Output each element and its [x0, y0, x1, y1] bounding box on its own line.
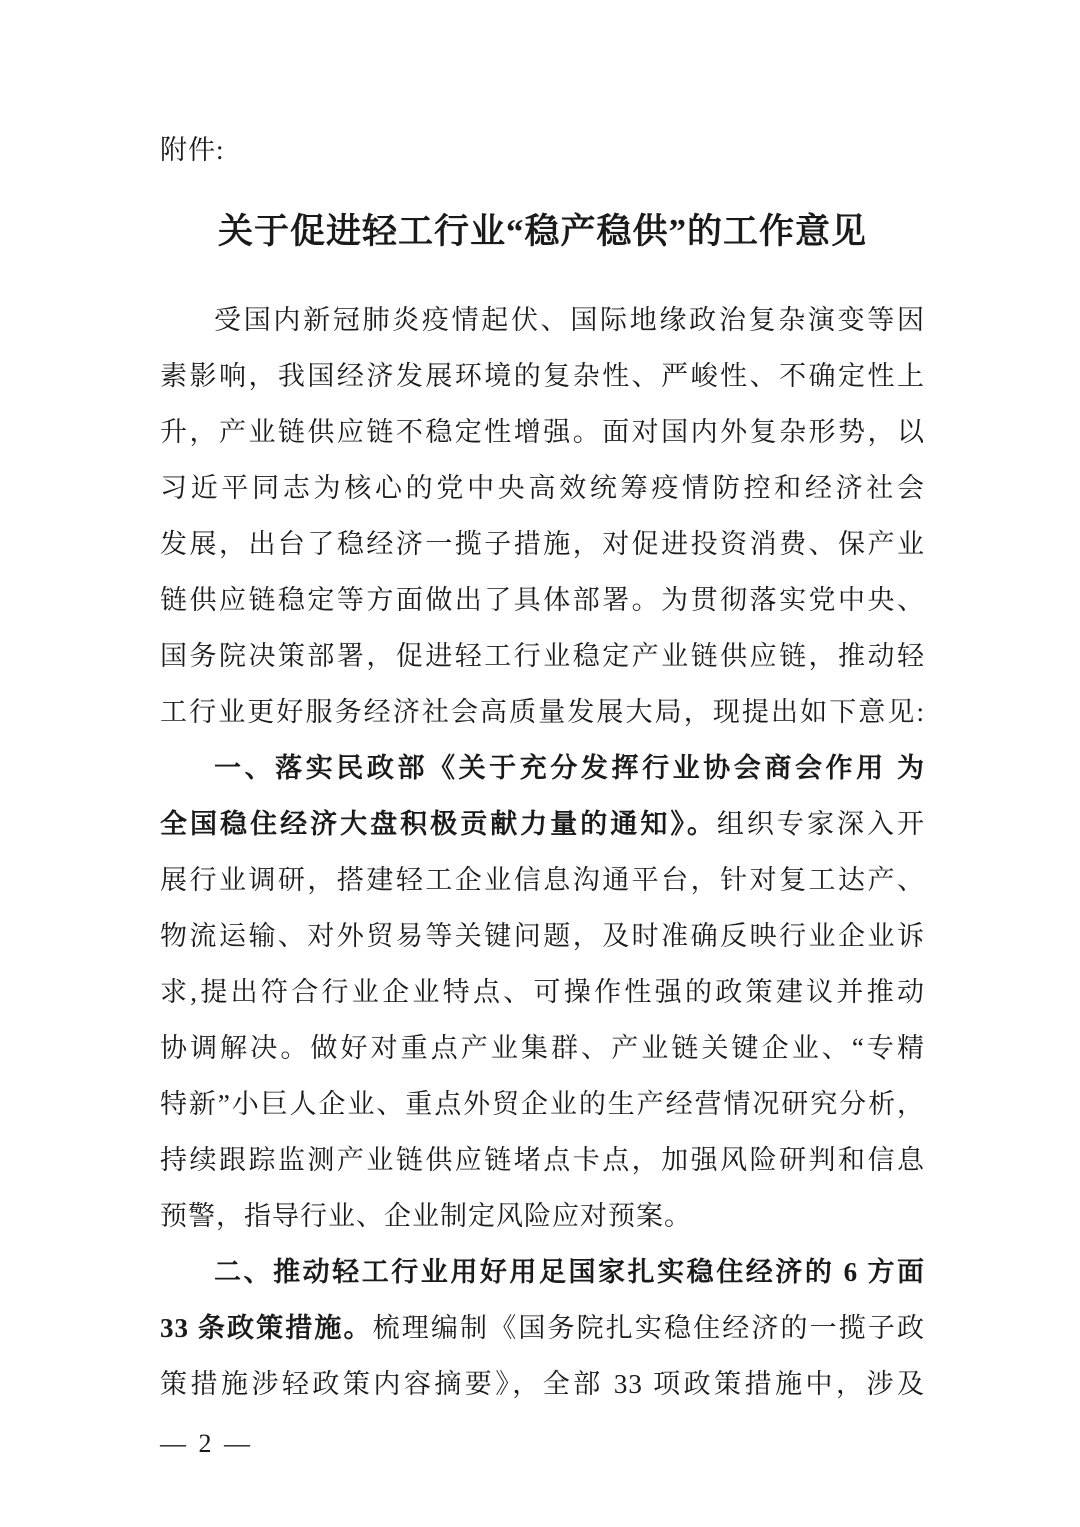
body-text: 素影响，我国经济发展环境的复杂性、严峻性、不确定性上 — [160, 361, 925, 391]
text-line — [160, 348, 925, 404]
body-text: 国务院决策部署，促进轻工行业稳定产业链供应链，推动轻 — [160, 641, 925, 671]
body-text: 受国内新冠肺炎疫情起伏、国际地缘政治复杂演变等因 — [214, 305, 925, 335]
text-line — [160, 1300, 925, 1356]
document-body — [160, 292, 925, 1412]
body-text: 展行业调研，搭建轻工企业信息沟通平台，针对复工达产、 — [160, 865, 925, 895]
text-line — [160, 908, 925, 964]
text-line — [160, 516, 925, 572]
body-text: 策措施涉轻政策内容摘要》，全部 33 项政策措施中，涉及 — [160, 1369, 925, 1399]
text-line — [160, 1132, 925, 1188]
text-line — [160, 1356, 925, 1412]
body-text: 组织专家深入开 — [716, 809, 925, 839]
text-line — [160, 1188, 925, 1244]
text-line — [160, 964, 925, 1020]
text-line — [160, 684, 925, 740]
body-text: 预警，指导行业、企业制定风险应对预案。 — [160, 1201, 692, 1231]
text-line — [160, 404, 925, 460]
text-line — [160, 628, 925, 684]
text-line — [160, 1020, 925, 1076]
attachment-label: 附件: — [160, 135, 225, 165]
section-heading-text: 一、落实民政部《关于充分发挥行业协会商会作用 为 — [214, 753, 925, 783]
body-text: 工行业更好服务经济社会高质量发展大局，现提出如下意见: — [160, 697, 925, 727]
body-text: 习近平同志为核心的党中央高效统筹疫情防控和经济社会 — [160, 473, 925, 503]
body-text: 协调解决。做好对重点产业集群、产业链关键企业、“专精 — [160, 1033, 925, 1063]
text-line — [160, 1076, 925, 1132]
page-number: — 2 — — [160, 1429, 253, 1458]
section-heading-text: 全国稳住经济大盘积极贡献力量的通知》。 — [160, 809, 717, 839]
body-text: 发展，出台了稳经济一揽子措施，对促进投资消费、保产业 — [160, 529, 925, 559]
body-text: 梳理编制《国务院扎实稳住经济的一揽子政 — [372, 1313, 925, 1343]
body-text: 链供应链稳定等方面做出了具体部署。为贯彻落实党中央、 — [160, 585, 925, 615]
body-text: 求,提出符合行业企业特点、可操作性强的政策建议并推动 — [160, 977, 925, 1007]
body-text: 持续跟踪监测产业链供应链堵点卡点，加强风险研判和信息 — [160, 1145, 925, 1175]
body-text: 特新”小巨人企业、重点外贸企业的生产经营情况研究分析， — [160, 1089, 925, 1119]
document-title: 关于促进轻工行业“稳产稳供”的工作意见 — [217, 212, 867, 251]
section-heading-text: 二、推动轻工行业用好用足国家扎实稳住经济的 6 方面 — [214, 1257, 925, 1287]
text-line — [160, 1244, 925, 1300]
text-line — [160, 852, 925, 908]
text-line — [160, 292, 925, 348]
body-text: 升，产业链供应链不稳定性增强。面对国内外复杂形势，以 — [160, 417, 925, 447]
text-line — [160, 740, 925, 796]
text-line — [160, 572, 925, 628]
text-line — [160, 460, 925, 516]
section-heading-text: 33 条政策措施。 — [160, 1313, 373, 1343]
text-line — [160, 796, 925, 852]
body-text: 物流运输、对外贸易等关键问题，及时准确反映行业企业诉 — [160, 921, 925, 951]
